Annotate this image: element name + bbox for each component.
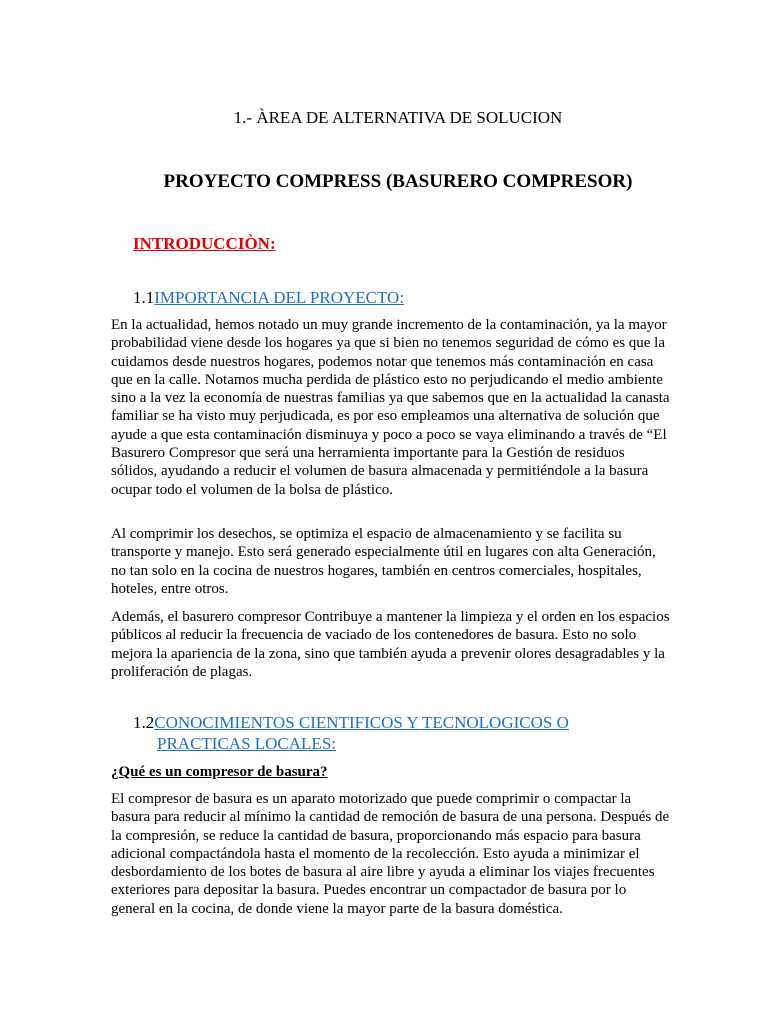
question-heading: ¿Qué es un compresor de basura? <box>111 764 328 780</box>
heading-1-2-number: 1.2 <box>133 713 155 732</box>
paragraph-importance <box>111 316 671 499</box>
paragraph-compressor-definition <box>111 790 671 918</box>
paragraph-text: En la actualidad, hemos notado un muy grande incremento de la contaminación, ya la mayor probabilidad viene desde los hogares ya que si bien no tenemos seguridad de cómo es que la cuidamos desde nuestros hogares, podemos notar que tenemos más contaminación en casa que en la calle. Notamos mucha perdida de plástico esto no perjudicando el medio ambiente sino a la vez la economía de nuestras familias ya que sabemos que en la actualidad la canasta familiar se ha visto muy perjudicada, es por eso empleamos una alternativa de solución que ayude a que esta contaminación disminuya y poco a poco se vaya eliminando a través de “El Basurero Compresor que será una herramienta importante para la Gestión de residuos sólidos, ayudando a reducir el volumen de basura almacenada y permitiéndole a la basura ocupar todo el volumen de la bolsa de plástico. <box>111 317 670 498</box>
heading-1-2-link-line2[interactable]: PRACTICAS LOCALES: <box>157 734 336 753</box>
paragraph-text: Al comprimir los desechos, se optimiza el espacio de almacenamiento y se facilita su transporte y manejo. Esto será generado especialmente útil en lugares con alta Generación, no tan solo en la cocina de nuestros hogares, también en centros comerciales, hospitales, hoteles, entre otros. <box>111 526 656 597</box>
paragraph-cleanliness <box>111 608 671 681</box>
heading-1-2-line1 <box>133 712 569 733</box>
heading-1-1 <box>133 287 404 308</box>
heading-1-1-link[interactable]: IMPORTANCIA DEL PROYECTO: <box>154 288 405 307</box>
paragraph-compression <box>111 525 671 598</box>
section-title: 1.- ÀREA DE ALTERNATIVA DE SOLUCION <box>233 108 563 127</box>
heading-1-1-number: 1.1 <box>133 288 155 307</box>
project-title: PROYECTO COMPRESS (BASURERO COMPRESOR) <box>163 171 633 192</box>
heading-1-2-line2 <box>133 733 569 754</box>
heading-1-2-link-line1[interactable]: CONOCIMIENTOS CIENTIFICOS Y TECNOLOGICOS O <box>154 713 569 732</box>
heading-1-2 <box>133 712 569 754</box>
introduction-heading: INTRODUCCIÒN: <box>133 234 276 253</box>
paragraph-text: El compresor de basura es un aparato motorizado que puede comprimir o compactar la basura para reducir al mínimo la cantidad de remoción de basura de una persona. Después de la compresión, se reduce la cantidad de basura, proporcionando más espacio para basura adicional compactándola hasta el momento de la recolección. Esto ayuda a minimizar el desbordamiento de los botes de basura al aire libre y ayuda a eliminar los viajes frecuentes exteriores para depositar la basura. Puedes encontrar un compactador de basura por lo general en la cocina, de donde viene la mayor parte de la basura doméstica. <box>111 791 670 917</box>
paragraph-text: Además, el basurero compresor Contribuye a mantener la limpieza y el orden en los espacios públicos al reducir la frecuencia de vaciado de los contenedores de basura. Esto no solo mejora la apariencia de la zona, sino que también ayuda a prevenir olores desagradables y la proliferación de plagas. <box>111 609 670 680</box>
